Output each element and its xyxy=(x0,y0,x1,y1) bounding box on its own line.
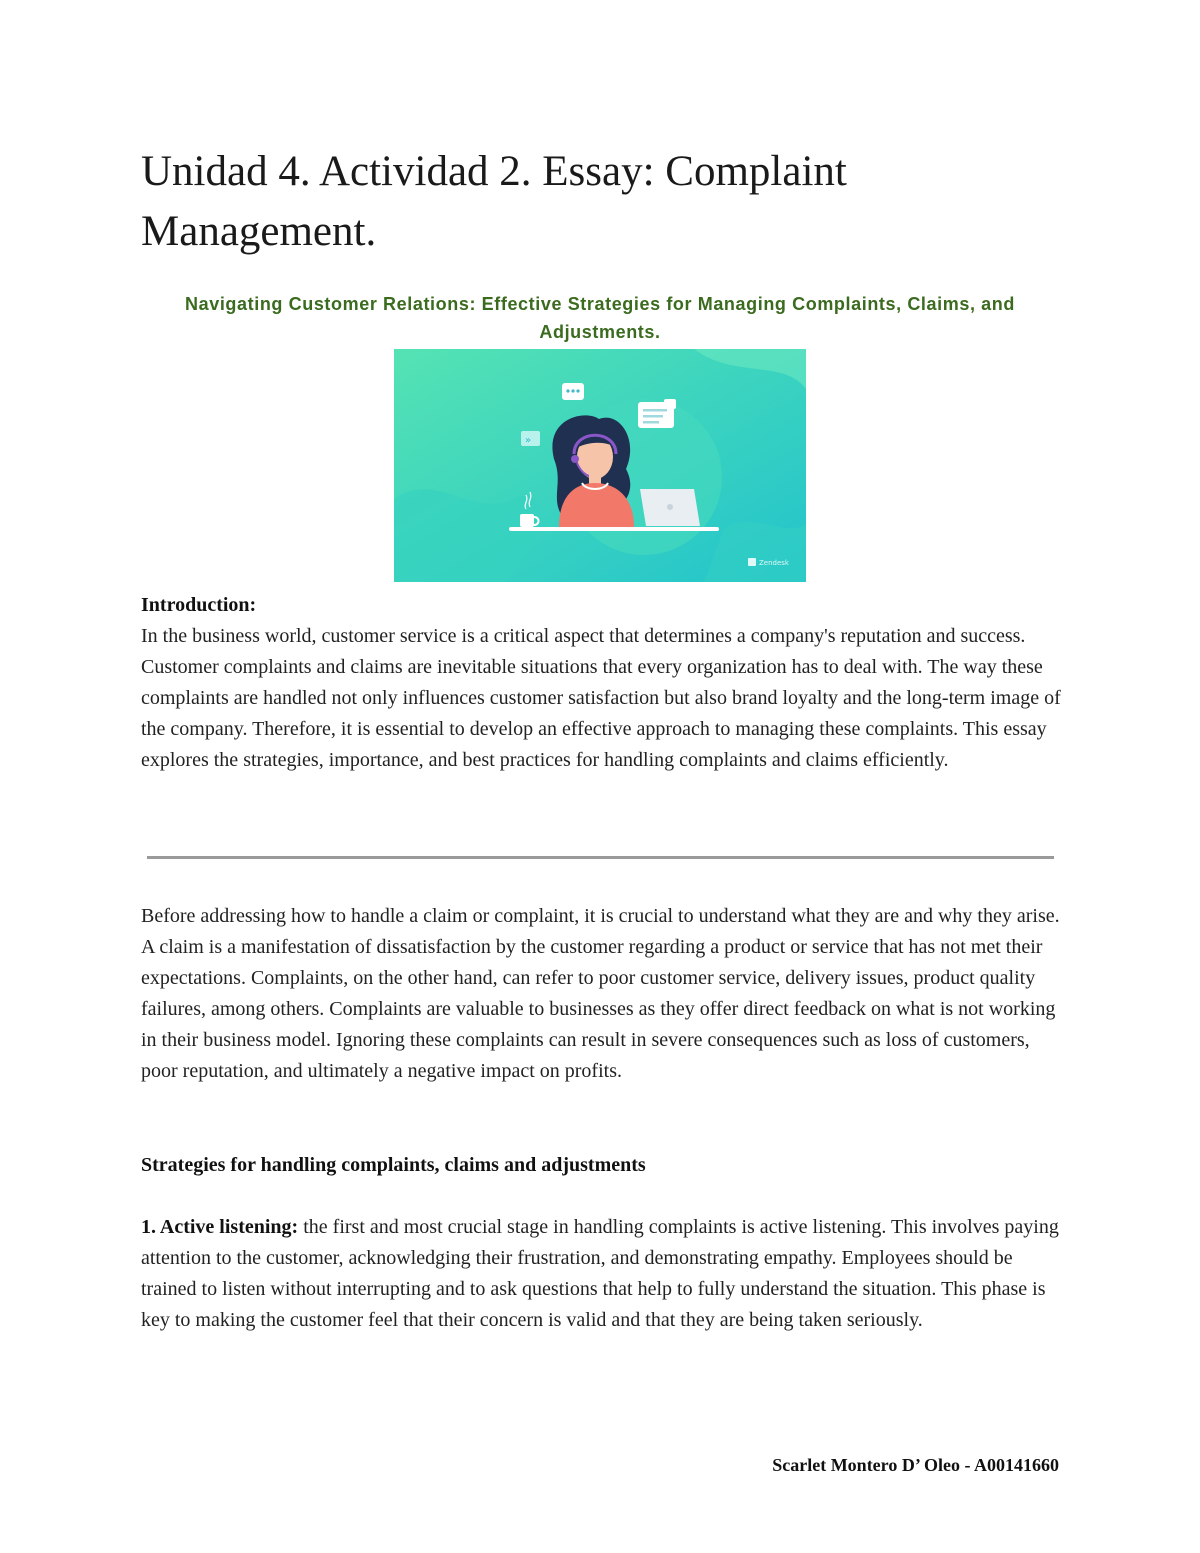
strategies-heading: Strategies for handling complaints, claims and adjustments xyxy=(141,1154,646,1176)
document-subtitle: Navigating Customer Relations: Effective Strategies for Managing Complaints, Claims, and Adjustments. xyxy=(185,294,1015,342)
document-title: Unidad 4. Actividad 2. Essay: Complaint Management. xyxy=(141,148,847,255)
intro-heading: Introduction: xyxy=(141,594,257,616)
svg-text:Zendesk: Zendesk xyxy=(759,559,789,567)
body-paragraph: Before addressing how to handle a claim or complaint, it is crucial to understand what they are and why they arise. A claim is a manifestation of dissatisfaction by the customer regarding a product or service that has not met their expectations. Complaints, on the other hand, can refer to poor customer service, delivery issues, product quality failures, among others. Complaints are valuable to businesses as they offer direct feedback on what is not working in their business model. Ignoring these complaints can result in severe consequences such as loss of customers, poor reputation, and ultimately a negative impact on profits. xyxy=(141,905,1060,1082)
strategy-item-text: the first and most crucial stage in handling complaints is active listening. This involves paying attention to the customer, acknowledging their frustration, and demonstrating empathy. Employees should be trained to listen without interrupting and to ask questions that help to fully understand the situation. This phase is key to making the customer feel that their concern is valid and that they are being taken seriously. xyxy=(141,1216,1059,1331)
customer-support-illustration xyxy=(394,349,806,582)
strategy-item-active-listening xyxy=(141,1212,1071,1336)
watermark-logo-icon xyxy=(748,558,756,566)
strategy-item-lead: 1. Active listening: xyxy=(141,1216,299,1238)
svg-text:»: » xyxy=(525,435,532,446)
intro-paragraph: In the business world, customer service is a critical aspect that determines a company's reputation and success. Customer complaints and claims are inevitable situations that every organization has to deal with. The way these complaints are handled not only influences customer satisfaction but also brand loyalty and the long-term image of the company. Therefore, it is essential to develop an effective approach to managing these complaints. This essay explores the strategies, importance, and best practices for handling complaints and claims efficiently. xyxy=(141,625,1061,771)
author-footer: Scarlet Montero D’ Oleo - A00141660 xyxy=(772,1455,1059,1475)
horizontal-divider xyxy=(147,856,1054,859)
